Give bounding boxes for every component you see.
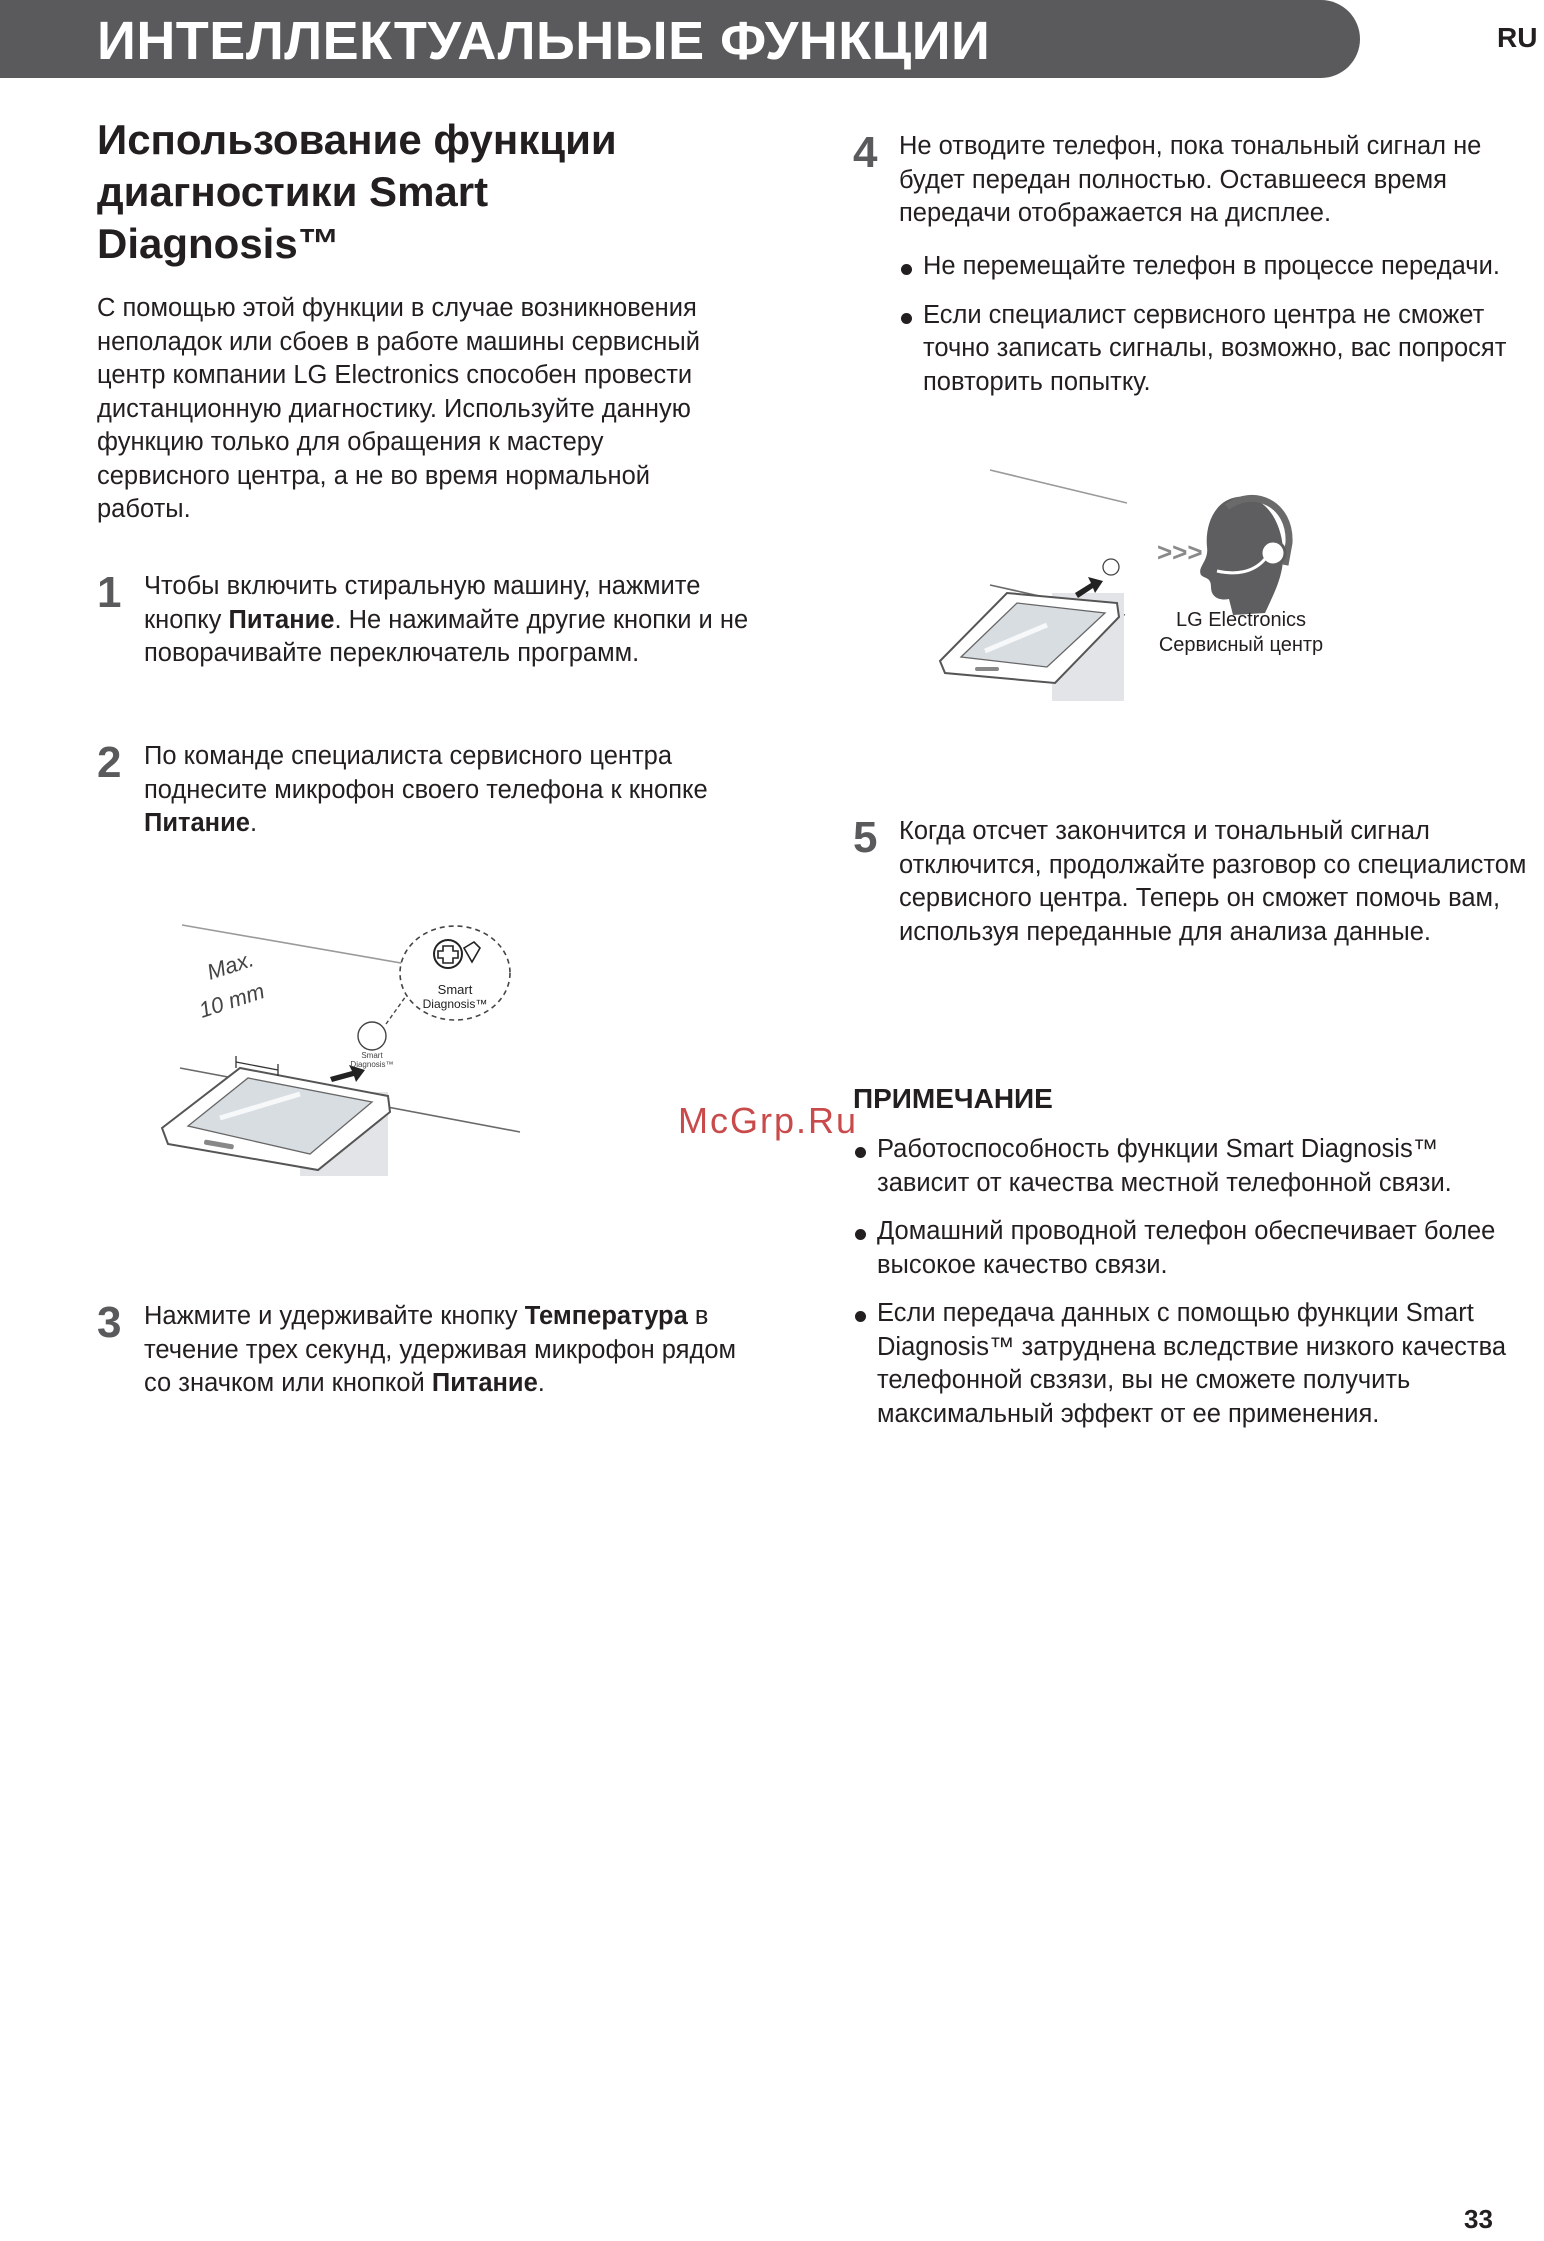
service-center-illustration [935,465,1355,705]
intro-paragraph: С помощью этой функции в случае возникновения неполадок или сбоев в работе машины сервисный центр компании LG Electronics способен провести дистанционную диагностику. Используйте данную функцию только для обращения к мастеру сервисного центра, а не во время нормальной работы. [97,294,700,523]
list-item: Работоспособность функции Smart Diagnosis™ зависит от качества местной телефонной связи. [853,1133,1523,1200]
badge-line1: Smart [437,982,473,997]
step-text-3: Нажмите и удерживайте кнопку Температура в течение трех секунд, удерживая микрофон рядом со значком или кнопкой Питание. [144,1302,737,1397]
note-list [853,1133,1523,1431]
step-text-2: По команде специалиста сервисного центра поднесите микрофон своего телефона к кнопке Питание. [144,742,708,837]
section-title: Использование функции диагностики Smart Diagnosis™ [97,116,617,267]
language-label: RU [1497,22,1538,53]
phone-to-button-illustration [150,900,530,1190]
caption-service-center: Сервисный центр [1158,634,1324,656]
list-item: Если передача данных с помощью функции Smart Diagnosis™ затруднена вследствие низкого качества телефонной свзязи, вы не сможете получить максимальный эффект от ее применения. [853,1297,1523,1431]
note-title: ПРИМЕЧАНИЕ [853,1083,1053,1114]
badge-line2: Diagnosis™ [422,997,488,1011]
signal-arrows: >>> [1157,537,1203,567]
small-badge-line2: Diagnosis™ [350,1060,394,1069]
list-item: Домашний проводной телефон обеспечивает более высокое качество связи. [853,1215,1523,1282]
step-number-5: 5 [853,813,878,862]
step-number-3: 3 [97,1298,122,1347]
list-item: Если специалист сервисного центра не сможет точно записать сигналы, возможно, вас попросят повторить попытку. [899,299,1544,400]
small-smart-diagnosis-icon [1103,559,1119,575]
small-badge-line1: Smart [361,1051,383,1060]
max-label: Max. [203,946,257,985]
step-4-bullets [899,250,1544,399]
step-number-4: 4 [853,128,878,177]
step-text-5: Когда отсчет закончится и тональный сигнал отключится, продолжайте разговор со специалистом сервисного центра. Теперь он сможет помочь вам, используя переданные для анализа данные. [899,817,1527,946]
list-item: Не перемещайте телефон в процессе передачи. [899,250,1544,284]
step-number-2: 2 [97,738,122,787]
step-text-1: Чтобы включить стиральную машину, нажмите кнопку Питание. Не нажимайте другие кнопки и не поворачивайте переключатель программ. [144,572,749,667]
watermark: McGrp.Ru [678,1100,859,1141]
page-header-title: ИНТЕЛЛЕКТУАЛЬНЫЕ ФУНКЦИИ [97,11,991,71]
small-smart-diagnosis-icon [358,1022,386,1050]
headset-agent-icon [1200,497,1289,615]
step-number-1: 1 [97,568,122,617]
distance-label: 10 mm [195,978,268,1023]
page-number: 33 [1464,2204,1493,2234]
step-text-4: Не отводите телефон, пока тональный сигнал не будет передан полностью. Оставшееся время передачи отображается на дисплее. [899,132,1482,227]
caption-company: LG Electronics [1175,609,1307,631]
